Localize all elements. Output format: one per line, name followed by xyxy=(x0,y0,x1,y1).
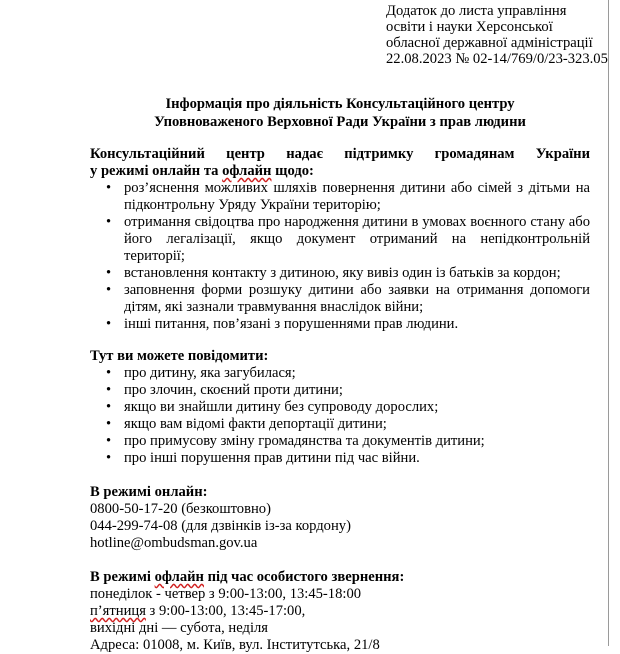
intro-text: у режимі онлайн та xyxy=(90,163,223,179)
section-heading xyxy=(90,569,590,586)
intro-text: щодо: xyxy=(271,163,314,179)
online-section xyxy=(90,484,590,552)
stamp-line: обласної державної адміністрації xyxy=(386,35,593,51)
email-address: hotline@ombudsman.gov.ua xyxy=(90,535,258,551)
list-item: • про злочин, скоєний проти дитини; xyxy=(90,382,590,399)
list-item: • встановлення контакту з дитиною, яку вивіз один із батьків за кордон; xyxy=(90,265,590,282)
phone-abroad: 044-299-74-08 (для дзвінків із-за кордону) xyxy=(90,518,351,534)
friday-word: п’ятниця xyxy=(90,603,146,619)
list-item: • про дитину, яка загубилася; xyxy=(90,365,590,382)
list-item: • отримання свідоцтва про народження дитини в умовах воєнного стану або його легалізації, якщо документ отриманий на непідконтрольній території; xyxy=(90,214,590,265)
report-list xyxy=(90,365,590,467)
page-edge-line xyxy=(608,0,609,646)
stamp-line: 22.08.2023 № 02-14/769/0/23-323.05 xyxy=(386,51,608,67)
intro-line: Консультаційний центр надає підтримку громадянам України xyxy=(90,146,590,162)
title-line: Уповноваженого Верховної Ради України з прав людини xyxy=(154,114,526,130)
heading-text: під час особистого звернення: xyxy=(203,569,405,585)
intro-line xyxy=(90,163,590,180)
list-item: • інші питання, пов’язані з порушеннями прав людини. xyxy=(90,316,590,333)
hours-mon-thu: понеділок - четвер з 9:00-13:00, 13:45-18:00 xyxy=(90,586,362,602)
address: Адреса: 01008, м. Київ, вул. Інститутська, 21/8 xyxy=(90,637,380,653)
report-section xyxy=(90,348,590,365)
intro-paragraph xyxy=(90,146,590,180)
heading-text: В режимі xyxy=(90,569,155,585)
section-heading: Тут ви можете повідомити: xyxy=(90,348,269,364)
title-line: Інформація про діяльність Консультаційного центру xyxy=(165,96,515,112)
section-heading: В режимі онлайн: xyxy=(90,484,208,500)
phone-free: 0800-50-17-20 (безкоштовно) xyxy=(90,501,271,517)
list-item: • про примусову зміну громадянства та документів дитини; xyxy=(90,433,590,450)
intro-text: офлайн xyxy=(222,163,272,179)
document-title xyxy=(90,95,590,131)
hours-fri xyxy=(90,603,590,620)
list-item: • роз’яснення можливих шляхів повернення дитини або сімей з дітьми на підконтрольну Уряду України територію; xyxy=(90,180,590,214)
friday-hours: з 9:00-13:00, 13:45-17:00, xyxy=(145,603,306,619)
stamp-line: освіти і науки Херсонської xyxy=(386,19,553,35)
heading-text: офлайн xyxy=(154,569,204,585)
stamp-line: Додаток до листа управління xyxy=(386,3,567,19)
document-stamp xyxy=(386,3,608,67)
list-item: • про інші порушення прав дитини під час війни. xyxy=(90,450,590,467)
support-list xyxy=(90,180,590,333)
offline-section xyxy=(90,569,590,654)
days-off: вихідні дні — субота, неділя xyxy=(90,620,268,636)
list-item: • заповнення форми розшуку дитини або заявки на отримання допомоги дітям, які зазнали травмування внаслідок війни; xyxy=(90,282,590,316)
list-item: • якщо ви знайшли дитину без супроводу дорослих; xyxy=(90,399,590,416)
list-item: • якщо вам відомі факти депортації дитини; xyxy=(90,416,590,433)
